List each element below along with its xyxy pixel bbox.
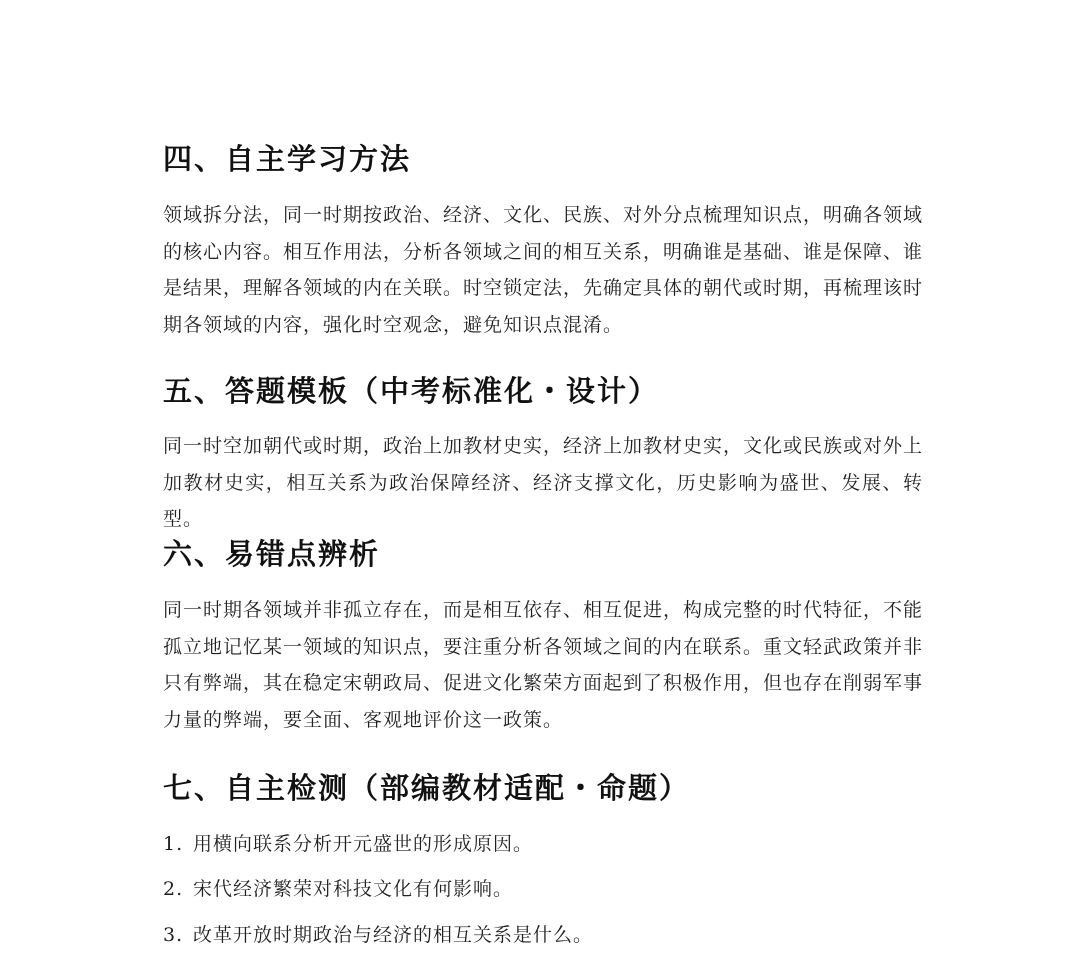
self-test-question <box>163 830 533 858</box>
question-number: 1. <box>163 833 184 855</box>
self-test-question <box>163 875 513 903</box>
section-heading-answer-template: 五、答题模板（中考标准化・设计） <box>163 374 660 408</box>
section-heading-self-test: 七、自主检测（部编教材适配・命题） <box>163 771 691 805</box>
question-text: 宋代经济繁荣对科技文化有何影响。 <box>193 878 514 900</box>
section-heading-error-analysis: 六、易错点辨析 <box>163 537 381 571</box>
document-page <box>163 0 923 969</box>
self-test-question <box>163 921 593 949</box>
question-number: 2. <box>163 878 184 900</box>
section-body-answer-template: 同一时空加朝代或时期，政治上加教材史实，经济上加教材史实，文化或民族或对外上加教材史实，相互关系为政治保障经济、经济支撑文化，历史影响为盛世、发展、转型。 <box>163 435 924 530</box>
question-text: 用横向联系分析开元盛世的形成原因。 <box>193 833 534 855</box>
section-body-self-study-methods: 领域拆分法，同一时期按政治、经济、文化、民族、对外分点梳理知识点，明确各领域的核心内容。相互作用法，分析各领域之间的相互关系，明确谁是基础、谁是保障、谁是结果，理解各领域的内在关联。时空锁定法，先确定具体的朝代或时期，再梳理该时期各领域的内容，强化时空观念，避免知识点混淆。 <box>163 204 924 336</box>
section-heading-self-study-methods: 四、自主学习方法 <box>163 142 412 176</box>
question-number: 3. <box>163 924 184 946</box>
section-body-error-analysis: 同一时期各领域并非孤立存在，而是相互依存、相互促进，构成完整的时代特征，不能孤立地记忆某一领域的知识点，要注重分析各领域之间的内在联系。重文轻武政策并非只有弊端，其在稳定宋朝政局、促进文化繁荣方面起到了积极作用，但也存在削弱军事力量的弊端，要全面、客观地评价这一政策。 <box>163 599 924 731</box>
question-text: 改革开放时期政治与经济的相互关系是什么。 <box>193 924 594 946</box>
